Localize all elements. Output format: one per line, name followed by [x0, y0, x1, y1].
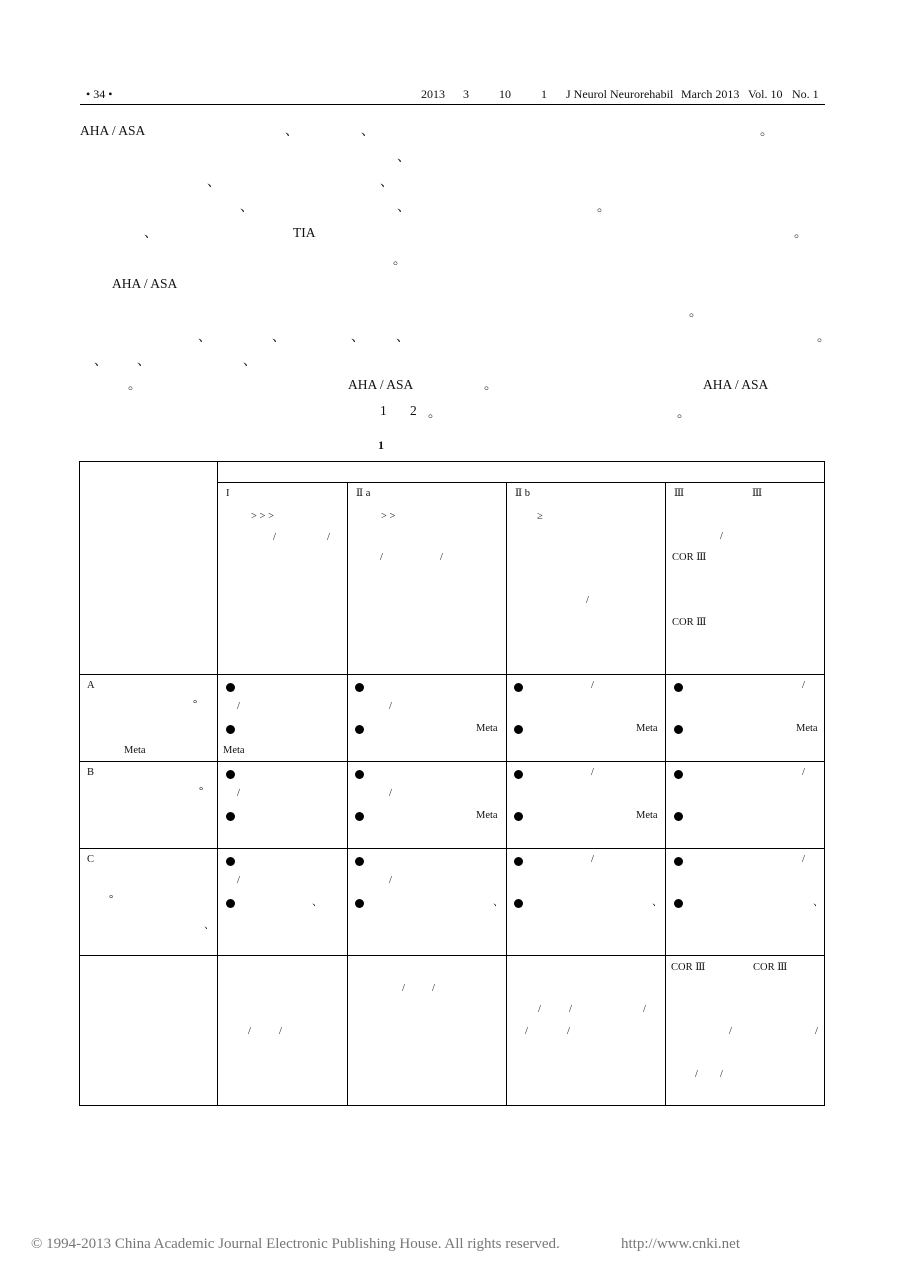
cor-iii-label: COR Ⅲ [672, 552, 707, 563]
slash: / [720, 531, 723, 542]
meta-label: Meta [476, 723, 498, 734]
class-i-arrows: > > > [251, 511, 275, 522]
body-punct: 。 [817, 329, 831, 344]
bullet [514, 857, 523, 866]
header-month: 3 [463, 87, 469, 101]
bullet [226, 812, 235, 821]
bullet [226, 770, 235, 779]
body-aha-2: AHA / ASA [112, 276, 178, 291]
slash: / [802, 680, 805, 691]
body-punct: 。 [128, 377, 142, 392]
body-punct: 、 [351, 329, 365, 344]
row-label-c: C [87, 854, 95, 865]
slash: / [525, 1026, 528, 1037]
degree-mark: ° [193, 699, 198, 710]
slash: / [327, 532, 330, 543]
class-iib-geq: ≥ [537, 511, 543, 522]
bullet [674, 812, 683, 821]
bullet [226, 725, 235, 734]
recommendation-table [79, 461, 825, 1106]
body-punct: 、 [243, 353, 257, 368]
class-i-header: I [226, 488, 230, 499]
punct: 、 [652, 897, 663, 908]
body-punct: 。 [794, 225, 808, 240]
slash: / [729, 1026, 732, 1037]
body-punct: 。 [760, 123, 774, 138]
slash: / [569, 1004, 572, 1015]
body-punct: 。 [677, 405, 691, 420]
bullet [514, 683, 523, 692]
bullet [674, 770, 683, 779]
header-date: March 2013 [681, 87, 740, 101]
class-iib-header: Ⅱ b [515, 488, 531, 499]
class-iia-header: Ⅱ a [356, 488, 371, 499]
bullet [355, 812, 364, 821]
header-vol: Vol. 10 [748, 87, 783, 101]
slash: / [586, 595, 589, 606]
body-punct: 、 [207, 174, 221, 189]
meta-label: Meta [636, 723, 658, 734]
body-punct: 。 [428, 405, 442, 420]
degree-mark: ° [199, 786, 204, 797]
slash: / [538, 1004, 541, 1015]
punct: 、 [493, 897, 504, 908]
bullet [514, 770, 523, 779]
class-iia-arrows: > > [381, 511, 396, 522]
meta-label: Meta [796, 723, 818, 734]
body-punct: 。 [393, 252, 407, 267]
body-punct: 、 [397, 199, 411, 214]
body-punct: 。 [597, 199, 611, 214]
bullet [226, 857, 235, 866]
body-punct: 、 [285, 123, 299, 138]
body-punct: 、 [361, 123, 375, 138]
table-row-line [80, 848, 825, 849]
footer-url[interactable]: http://www.cnki.net [621, 1236, 741, 1252]
body-punct: 、 [272, 329, 286, 344]
bullet [355, 725, 364, 734]
meta-label: Meta [476, 810, 498, 821]
body-aha-3: AHA / ASA [348, 377, 414, 392]
bullet [674, 683, 683, 692]
punct: 、 [813, 897, 824, 908]
bullet [355, 683, 364, 692]
body-punct: 、 [198, 329, 212, 344]
body-punct: 、 [380, 174, 394, 189]
row-label-a: A [87, 680, 95, 691]
slash: / [591, 767, 594, 778]
slash: / [248, 1026, 251, 1037]
slash: / [567, 1026, 570, 1037]
slash: / [643, 1004, 646, 1015]
slash: / [237, 701, 240, 712]
bullet [514, 899, 523, 908]
table-row-line [80, 955, 825, 956]
body-punct: 、 [240, 199, 254, 214]
header-volume: 10 [499, 87, 511, 101]
slash: / [389, 701, 392, 712]
meta-label: Meta [223, 745, 245, 756]
header-journal: J Neurol Neurorehabil [566, 87, 674, 101]
slash: / [237, 875, 240, 886]
slash: / [802, 767, 805, 778]
bullet [355, 857, 364, 866]
bullet [226, 899, 235, 908]
table-row-line [80, 674, 825, 675]
class-iii-header: Ⅲ [674, 488, 685, 499]
slash: / [695, 1069, 698, 1080]
bullet [355, 899, 364, 908]
bullet [674, 899, 683, 908]
bullet [674, 857, 683, 866]
slash: / [389, 788, 392, 799]
punct: 、 [312, 897, 323, 908]
body-punct: 、 [144, 225, 158, 240]
body-tia: TIA [293, 225, 316, 240]
degree-mark: ° [109, 894, 114, 905]
header-rule [80, 104, 825, 105]
slash: / [802, 854, 805, 865]
header-issue: 1 [541, 87, 547, 101]
slash: / [720, 1069, 723, 1080]
slash: / [389, 875, 392, 886]
slash: / [440, 552, 443, 563]
row-label-b: B [87, 767, 95, 778]
body-punct: 、 [137, 353, 151, 368]
page-number: • 34 • [86, 87, 113, 101]
slash: / [273, 532, 276, 543]
bullet [514, 725, 523, 734]
slash: / [279, 1026, 282, 1037]
class-iii-header-b: Ⅲ [752, 488, 763, 499]
table-col-line [217, 461, 218, 1106]
cor-iii-label: COR Ⅲ [753, 962, 788, 973]
meta-label: Meta [636, 810, 658, 821]
table-title: 1 [378, 438, 384, 452]
cor-iii-label: COR Ⅲ [671, 962, 706, 973]
bullet [674, 725, 683, 734]
meta-label: Meta [124, 745, 146, 756]
table-col-line [506, 482, 507, 1106]
punct: 、 [204, 920, 215, 931]
slash: / [432, 983, 435, 994]
bullet [514, 812, 523, 821]
body-punct: 、 [396, 329, 410, 344]
slash: / [402, 983, 405, 994]
body-punct: 、 [94, 353, 108, 368]
table-row-line [217, 482, 825, 483]
body-aha-4: AHA / ASA [703, 377, 769, 392]
header-year: 2013 [421, 87, 445, 101]
slash: / [591, 680, 594, 691]
bullet [355, 770, 364, 779]
header-no: No. 1 [792, 87, 819, 101]
table-col-line [665, 482, 666, 1106]
body-punct: 。 [689, 304, 703, 319]
body-punct: 、 [397, 149, 411, 164]
cor-iii-label: COR Ⅲ [672, 617, 707, 628]
table-col-line [347, 482, 348, 1106]
slash: / [591, 854, 594, 865]
body-number: 1 [380, 403, 387, 418]
slash: / [237, 788, 240, 799]
copyright-notice: © 1994-2013 China Academic Journal Electronic Publishing House. All rights reserved. [31, 1236, 560, 1252]
slash: / [815, 1026, 818, 1037]
bullet [226, 683, 235, 692]
body-punct: 。 [484, 377, 498, 392]
table-row-line [80, 761, 825, 762]
slash: / [380, 552, 383, 563]
body-aha-1: AHA / ASA [80, 123, 146, 138]
body-number: 2 [410, 403, 417, 418]
